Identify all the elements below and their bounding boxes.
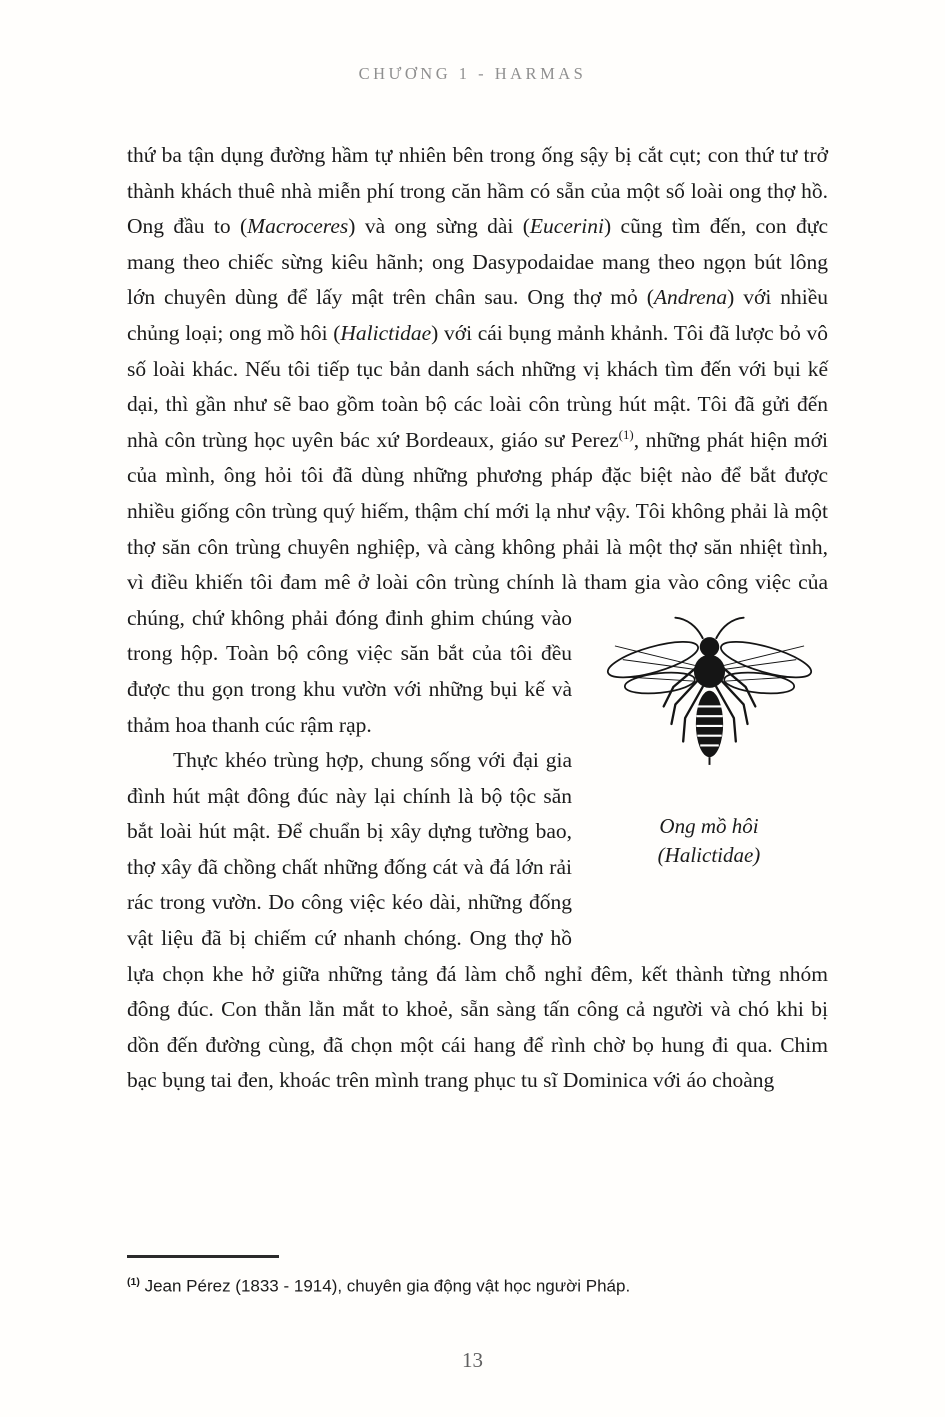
- page-number: 13: [462, 1348, 483, 1372]
- footnote: [127, 1255, 828, 1299]
- bee-illustration: [597, 605, 822, 800]
- paragraph-1: [127, 138, 829, 867]
- footnote-text: [127, 1270, 828, 1299]
- body-text: [127, 138, 828, 1099]
- figure-caption-line1: Ong mồ hôi: [659, 813, 759, 838]
- figure-halictidae: [590, 605, 828, 870]
- paragraph-1-text-b: công việc của chúng, chứ không phải đóng đinh ghim chúng vào trong hộp. Toàn bộ công việc săn bắt của tôi đều được thu gọn trong khu vườn với những bụi kế và thảm hoa thanh cúc rậm rạp.: [127, 570, 828, 737]
- footnote-marker: (1): [127, 1276, 140, 1289]
- figure-caption: [590, 812, 828, 870]
- paragraph-1-text-a: thứ ba tận dụng đường hầm tự nhiên bên trong ống sậy bị cắt cụt; con thứ tư trở thành khách thuê nhà miễn phí trong căn hầm có sẵn của một số loài ong thợ hồ. Ong đầu to (Macroceres) và ong sừng dài (Eucerini) cũng tìm đến, con đực mang theo chiếc sừng kiêu hãnh; ong Dasypodaidae mang theo ngọn bút lông lớn chuyên dùng để lấy mật trên chân sau. Ong thợ mỏ (Andrena) với nhiều chủng loại; ong mồ hôi (Halictidae) với cái bụng mảnh khảnh. Tôi đã lược bỏ vô số loài khác. Nếu tôi tiếp tục bản danh sách những vị khách tìm đến với bụi kế dại, thì gần như sẽ bao gồm toàn bộ các loài côn trùng hút mật. Tôi đã gửi đến nhà côn trùng học uyên bác xứ Bordeaux, giáo sư Perez$^{(1)}$, những phát hiện mới của mình, ông hỏi tôi đã dùng những phương pháp đặc biệt nào để bắt được nhiều giống côn trùng quý hiếm, thậm chí mới lạ như vậy. Tôi không phải là một thợ săn côn trùng chuyên nghiệp, và càng không phải là một thợ săn nhiệt tình, vì điều khiến tôi đam mê ở loài côn trùng chính là tham gia vào: [127, 143, 829, 595]
- footnote-divider: [127, 1255, 279, 1258]
- footnote-body: Jean Pérez (1833 - 1914), chuyên gia động vật học người Pháp.: [139, 1277, 631, 1296]
- figure-caption-line2: (Halictidae): [657, 842, 761, 867]
- running-header: CHƯƠNG 1 - HARMAS: [358, 64, 587, 83]
- paragraph-2: Thực khéo trùng hợp, chung sống với đại gia đình hút mật đông đúc này lại chính là bộ tộc săn bắt loài hút mật. Để chuẩn bị xây dựng tường bao, thợ xây đã chồng chất những đống cát và đá lớn rải rác trong vườn. Do công việc kéo dài, những đống vật liệu đã bị chiếm cứ nhanh chóng. Ong thợ hồ lựa chọn khe hở giữa những tảng đá làm chỗ nghỉ đêm, kết thành từng nhóm đông đúc. Con thằn lằn mắt to khoẻ, sẵn sàng tấn công cả người và chó khi bị dồn đến đường cùng, đã chọn một cái hang để rình chờ bọ hung đi qua. Chim bạc bụng tai đen, khoác trên mình trang phục tu sĩ Dominica với áo choàng: [127, 748, 828, 1093]
